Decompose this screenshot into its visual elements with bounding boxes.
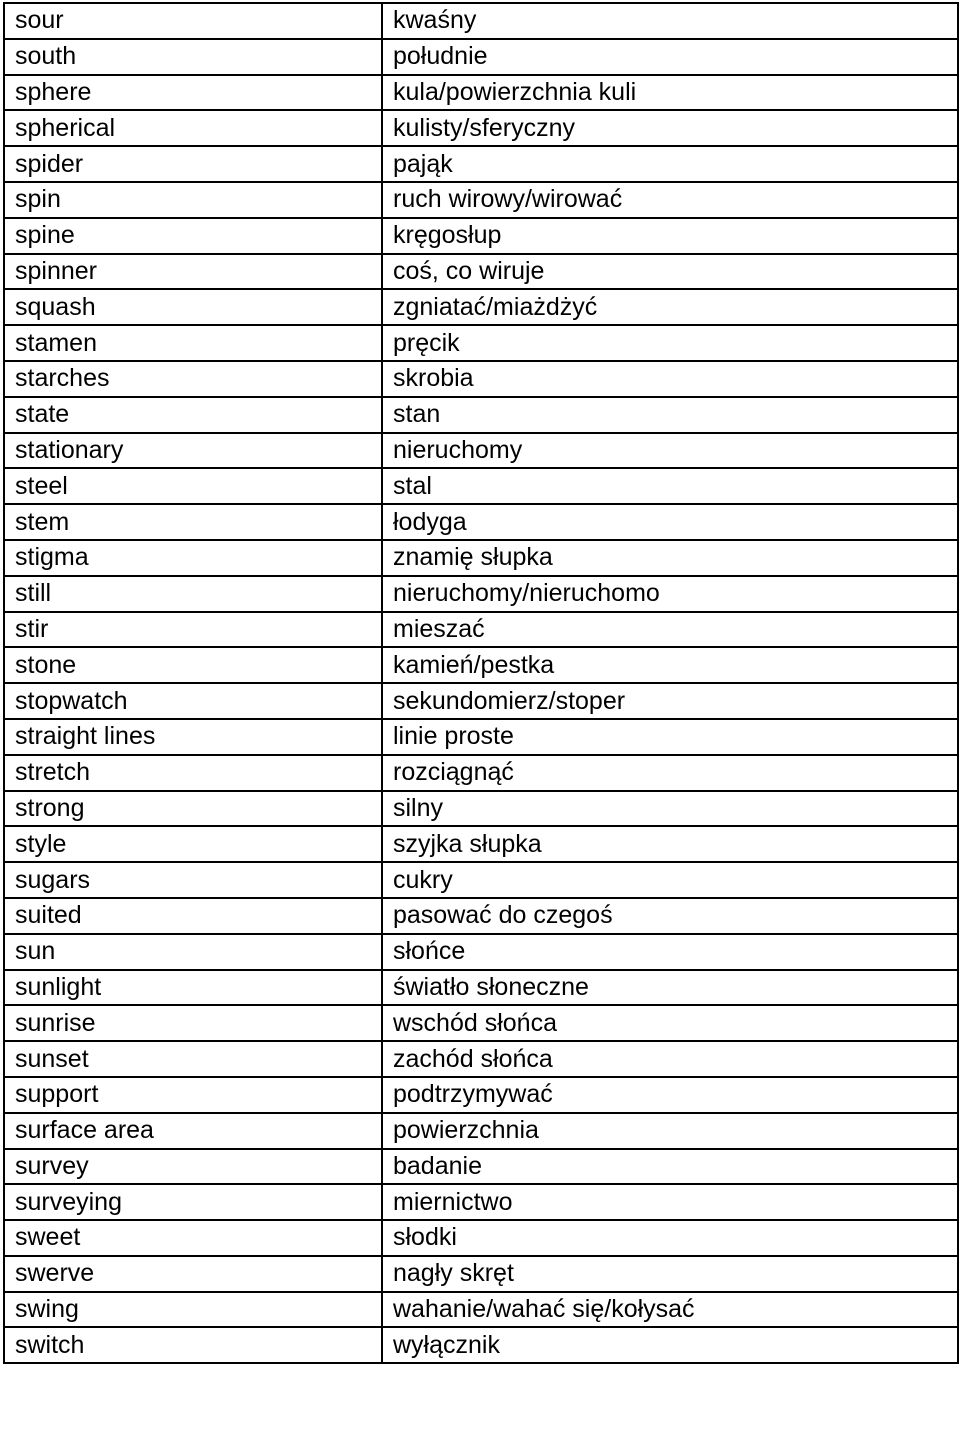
english-term-cell: survey	[4, 1149, 382, 1185]
polish-translation-cell: miernictwo	[382, 1184, 958, 1220]
polish-translation-cell: słodki	[382, 1220, 958, 1256]
table-row	[4, 1113, 958, 1149]
table-row	[4, 719, 958, 755]
table-row	[4, 361, 958, 397]
english-term-cell: spherical	[4, 110, 382, 146]
polish-translation-cell: badanie	[382, 1149, 958, 1185]
table-row	[4, 39, 958, 75]
table-row	[4, 576, 958, 612]
polish-translation-cell: silny	[382, 791, 958, 827]
polish-translation-cell: kula/powierzchnia kuli	[382, 75, 958, 111]
vocabulary-table-body	[4, 3, 958, 1363]
english-term-cell: sour	[4, 3, 382, 39]
english-term-cell: stir	[4, 612, 382, 648]
english-term-cell: sun	[4, 934, 382, 970]
table-row	[4, 1184, 958, 1220]
english-term-cell: sunset	[4, 1041, 382, 1077]
english-term-cell: stopwatch	[4, 683, 382, 719]
table-row	[4, 146, 958, 182]
english-term-cell: squash	[4, 289, 382, 325]
table-row	[4, 110, 958, 146]
polish-translation-cell: nagły skręt	[382, 1256, 958, 1292]
polish-translation-cell: nieruchomy	[382, 433, 958, 469]
polish-translation-cell: zachód słońca	[382, 1041, 958, 1077]
table-row	[4, 325, 958, 361]
table-row	[4, 1005, 958, 1041]
polish-translation-cell: rozciągnąć	[382, 755, 958, 791]
table-row	[4, 1327, 958, 1363]
english-term-cell: stretch	[4, 755, 382, 791]
english-term-cell: starches	[4, 361, 382, 397]
english-term-cell: stigma	[4, 540, 382, 576]
english-term-cell: style	[4, 826, 382, 862]
table-row	[4, 1041, 958, 1077]
english-term-cell: sunrise	[4, 1005, 382, 1041]
polish-translation-cell: ruch wirowy/wirować	[382, 182, 958, 218]
polish-translation-cell: skrobia	[382, 361, 958, 397]
english-term-cell: still	[4, 576, 382, 612]
english-term-cell: spider	[4, 146, 382, 182]
table-row	[4, 504, 958, 540]
table-row	[4, 433, 958, 469]
english-term-cell: stamen	[4, 325, 382, 361]
table-row	[4, 182, 958, 218]
english-term-cell: state	[4, 397, 382, 433]
table-row	[4, 1149, 958, 1185]
english-term-cell: stem	[4, 504, 382, 540]
polish-translation-cell: słońce	[382, 934, 958, 970]
english-term-cell: sunlight	[4, 970, 382, 1006]
polish-translation-cell: powierzchnia	[382, 1113, 958, 1149]
table-row	[4, 540, 958, 576]
polish-translation-cell: podtrzymywać	[382, 1077, 958, 1113]
table-row	[4, 1220, 958, 1256]
english-term-cell: strong	[4, 791, 382, 827]
polish-translation-cell: kręgosłup	[382, 218, 958, 254]
polish-translation-cell: nieruchomy/nieruchomo	[382, 576, 958, 612]
english-term-cell: switch	[4, 1327, 382, 1363]
english-term-cell: swerve	[4, 1256, 382, 1292]
table-row	[4, 791, 958, 827]
table-row	[4, 898, 958, 934]
polish-translation-cell: światło słoneczne	[382, 970, 958, 1006]
table-row	[4, 683, 958, 719]
table-row	[4, 1077, 958, 1113]
polish-translation-cell: mieszać	[382, 612, 958, 648]
english-term-cell: stone	[4, 647, 382, 683]
polish-translation-cell: sekundomierz/stoper	[382, 683, 958, 719]
polish-translation-cell: wschód słońca	[382, 1005, 958, 1041]
english-term-cell: surface area	[4, 1113, 382, 1149]
table-row	[4, 862, 958, 898]
english-term-cell: swing	[4, 1292, 382, 1328]
table-row	[4, 289, 958, 325]
english-term-cell: suited	[4, 898, 382, 934]
table-row	[4, 647, 958, 683]
polish-translation-cell: szyjka słupka	[382, 826, 958, 862]
polish-translation-cell: kwaśny	[382, 3, 958, 39]
polish-translation-cell: znamię słupka	[382, 540, 958, 576]
english-term-cell: sweet	[4, 1220, 382, 1256]
polish-translation-cell: coś, co wiruje	[382, 254, 958, 290]
english-term-cell: south	[4, 39, 382, 75]
english-term-cell: spinner	[4, 254, 382, 290]
table-row	[4, 970, 958, 1006]
english-term-cell: surveying	[4, 1184, 382, 1220]
polish-translation-cell: stan	[382, 397, 958, 433]
table-row	[4, 3, 958, 39]
polish-translation-cell: kulisty/sferyczny	[382, 110, 958, 146]
polish-translation-cell: pająk	[382, 146, 958, 182]
english-term-cell: steel	[4, 468, 382, 504]
polish-translation-cell: kamień/pestka	[382, 647, 958, 683]
table-row	[4, 826, 958, 862]
english-term-cell: sugars	[4, 862, 382, 898]
polish-translation-cell: południe	[382, 39, 958, 75]
english-term-cell: stationary	[4, 433, 382, 469]
polish-translation-cell: zgniatać/miażdżyć	[382, 289, 958, 325]
table-row	[4, 1256, 958, 1292]
polish-translation-cell: wahanie/wahać się/kołysać	[382, 1292, 958, 1328]
table-row	[4, 755, 958, 791]
table-row	[4, 934, 958, 970]
polish-translation-cell: pręcik	[382, 325, 958, 361]
english-term-cell: straight lines	[4, 719, 382, 755]
polish-translation-cell: linie proste	[382, 719, 958, 755]
polish-translation-cell: pasować do czegoś	[382, 898, 958, 934]
english-term-cell: sphere	[4, 75, 382, 111]
table-row	[4, 1292, 958, 1328]
table-row	[4, 397, 958, 433]
english-term-cell: support	[4, 1077, 382, 1113]
table-row	[4, 612, 958, 648]
table-row	[4, 254, 958, 290]
english-term-cell: spin	[4, 182, 382, 218]
table-row	[4, 75, 958, 111]
polish-translation-cell: cukry	[382, 862, 958, 898]
table-row	[4, 218, 958, 254]
polish-translation-cell: łodyga	[382, 504, 958, 540]
table-row	[4, 468, 958, 504]
vocabulary-table	[3, 2, 959, 1364]
english-term-cell: spine	[4, 218, 382, 254]
polish-translation-cell: wyłącznik	[382, 1327, 958, 1363]
polish-translation-cell: stal	[382, 468, 958, 504]
